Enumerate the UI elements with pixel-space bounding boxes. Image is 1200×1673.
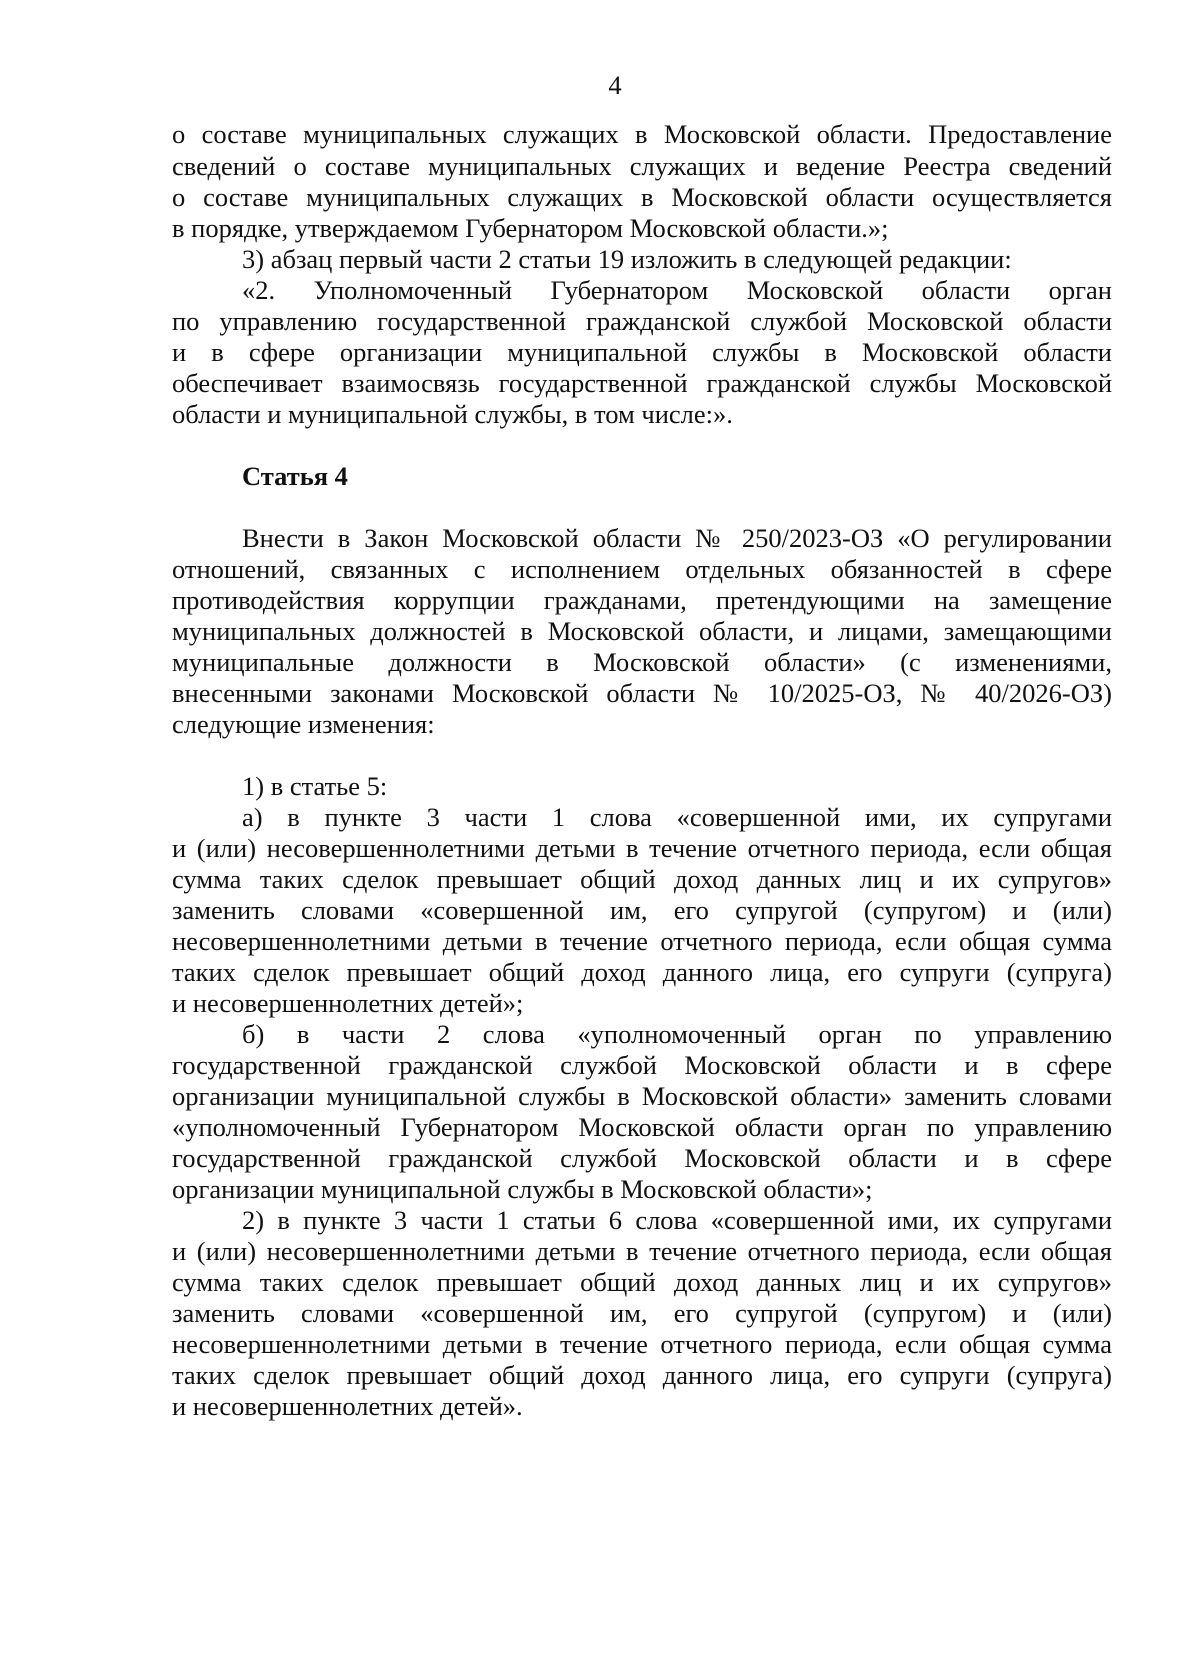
text-line: таких сделок превышает общий доход данного лица, его супруги (супруга) — [172, 957, 1112, 987]
text-line: организации муниципальной службы в Московской области»; — [172, 1174, 873, 1204]
text-line: сумма таких сделок превышает общий доход данных лиц и их супругов» — [172, 864, 1112, 894]
text-line: несовершеннолетними детьми в течение отчетного периода, если общая сумма — [172, 1329, 1112, 1359]
text-line: муниципальных должностей в Московской области, и лицами, замещающими — [172, 616, 1112, 646]
text-line: внесенными законами Московской области № 10/2025-ОЗ, № 40/2026-ОЗ) — [172, 678, 1112, 708]
article-heading: Статья 4 — [242, 461, 348, 491]
text-line: 1) в статье 5: — [242, 771, 388, 801]
text-line: о составе муниципальных служащих в Московской области. Предоставление — [172, 119, 1112, 149]
text-line: противодействия коррупции гражданами, претендующими на замещение — [172, 585, 1112, 615]
text-line: таких сделок превышает общий доход данного лица, его супруги (супруга) — [172, 1360, 1112, 1390]
text-line: «2. Уполномоченный Губернатором Московской области орган — [242, 275, 1112, 305]
text-line: несовершеннолетними детьми в течение отчетного периода, если общая сумма — [172, 926, 1112, 956]
text-line: заменить словами «совершенной им, его супругой (супругом) и (или) — [172, 895, 1112, 925]
text-line: следующие изменения: — [172, 709, 435, 739]
text-line: государственной гражданской службой Московской области и в сфере — [172, 1143, 1112, 1173]
text-line: Внести в Закон Московской области № 250/2023-ОЗ «О регулировании — [242, 523, 1112, 553]
text-line: о составе муниципальных служащих в Московской области осуществляется — [172, 182, 1112, 212]
text-line: отношений, связанных с исполнением отдельных обязанностей в сфере — [172, 554, 1112, 584]
text-line: области и муниципальной службы, в том числе:». — [172, 399, 733, 429]
text-line: «уполномоченный Губернатором Московской области орган по управлению — [172, 1112, 1112, 1142]
text-line: обеспечивает взаимосвязь государственной гражданской службы Московской — [172, 368, 1112, 398]
text-line: и несовершеннолетних детей». — [172, 1391, 523, 1421]
text-line: а) в пункте 3 части 1 слова «совершенной ими, их супругами — [242, 802, 1112, 832]
text-line: организации муниципальной службы в Московской области» заменить словами — [172, 1081, 1112, 1111]
text-line: и (или) несовершеннолетними детьми в течение отчетного периода, если общая — [172, 833, 1112, 863]
text-line: и несовершеннолетних детей»; — [172, 988, 524, 1018]
text-line: 3) абзац первый части 2 статьи 19 изложить в следующей редакции: — [242, 244, 1012, 274]
text-line: 2) в пункте 3 части 1 статьи 6 слова «совершенной ими, их супругами — [242, 1205, 1112, 1235]
text-line: б) в части 2 слова «уполномоченный орган по управлению — [242, 1019, 1112, 1049]
text-line: в порядке, утверждаемом Губернатором Московской области.»; — [172, 213, 889, 243]
text-line: сведений о составе муниципальных служащих и ведение Реестра сведений — [172, 151, 1112, 181]
text-line: муниципальные должности в Московской области» (с изменениями, — [172, 647, 1112, 677]
text-line: и (или) несовершеннолетними детьми в течение отчетного периода, если общая — [172, 1236, 1112, 1266]
page-number: 4 — [608, 70, 622, 100]
text-line: государственной гражданской службой Московской области и в сфере — [172, 1050, 1112, 1080]
text-line: по управлению государственной гражданской службой Московской области — [172, 306, 1112, 336]
text-line: заменить словами «совершенной им, его супругой (супругом) и (или) — [172, 1298, 1112, 1328]
text-line: и в сфере организации муниципальной службы в Московской области — [172, 337, 1112, 367]
text-line: сумма таких сделок превышает общий доход данных лиц и их супругов» — [172, 1267, 1112, 1297]
